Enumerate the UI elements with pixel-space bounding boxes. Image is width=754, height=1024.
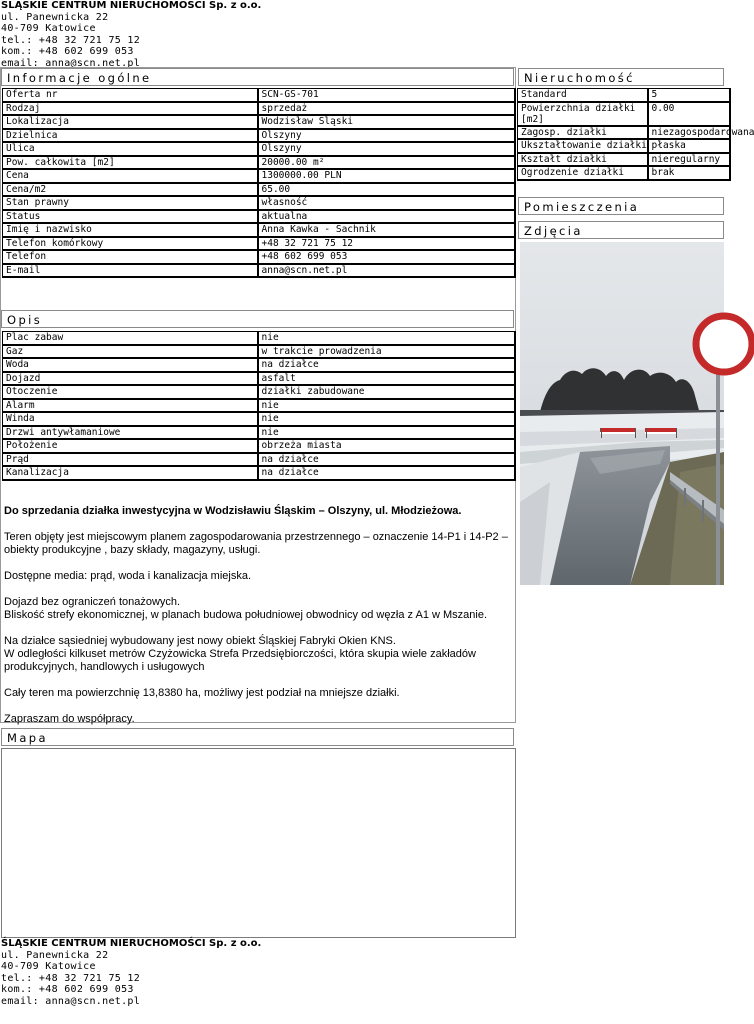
general-row (3, 183, 515, 197)
general-row-label: Oferta nr (3, 89, 258, 102)
feature-row-value: na działce (258, 358, 515, 372)
feature-row (3, 385, 515, 399)
general-row-value: anna@scn.net.pl (258, 264, 515, 278)
feature-row-value: na działce (258, 466, 515, 480)
agency-street: ul. Panewnicka 22 (1, 949, 109, 961)
agency-header (1, 0, 261, 69)
general-row-label: E-mail (3, 264, 258, 278)
property-row-value: 0.00 (648, 102, 730, 126)
feature-row-value: nie (258, 332, 515, 345)
general-row-label: Stan prawny (3, 196, 258, 210)
property-row (518, 139, 730, 153)
agency-street: ul. Panewnicka 22 (1, 11, 109, 23)
feature-row-value: nie (258, 426, 515, 440)
feature-row (3, 453, 515, 467)
property-table (517, 88, 754, 181)
agency-name: ŚLĄSKIE CENTRUM NIERUCHOMOŚCI Sp. z o.o. (1, 938, 262, 949)
general-row-value: sprzedaż (258, 102, 515, 116)
general-row (3, 169, 515, 183)
general-row (3, 115, 515, 129)
general-row-label: Lokalizacja (3, 115, 258, 129)
general-row-label: Cena/m2 (3, 183, 258, 197)
general-row (3, 129, 515, 143)
feature-row-label: Woda (3, 358, 258, 372)
property-row-label: Zagosp. działki (518, 126, 648, 140)
feature-row-label: Dojazd (3, 372, 258, 386)
general-row (3, 196, 515, 210)
property-row (518, 153, 730, 167)
general-row (3, 264, 515, 278)
offer-description (4, 505, 512, 739)
general-row-label: Imię i nazwisko (3, 223, 258, 237)
general-row-value: Olszyny (258, 142, 515, 156)
property-row-value: płaska (648, 139, 730, 153)
property-row-value: 5 (648, 89, 730, 102)
property-row-value: niezagospodarowana (648, 126, 730, 140)
feature-row-label: Alarm (3, 399, 258, 413)
general-row-value: 20000.00 m² (258, 156, 515, 170)
description-paragraph: Zapraszam do współpracy. (4, 713, 135, 725)
description-paragraph: Teren objęty jest miejscowym planem zagospodarowania przestrzennego – oznaczenie 14-P1 i 14-P2 – obiekty produkcyjne , bazy składy, magazyny, usługi. (4, 531, 508, 556)
general-row-label: Ulica (3, 142, 258, 156)
general-row-value: SCN-GS-701 (258, 89, 515, 102)
feature-row-label: Położenie (3, 439, 258, 453)
general-row (3, 210, 515, 224)
general-row-label: Telefon (3, 250, 258, 264)
property-row-label: Ogrodzenie działki (518, 166, 648, 180)
property-photo[interactable] (520, 242, 724, 585)
agency-email: email: anna@scn.net.pl (1, 995, 141, 1007)
feature-row-value: obrzeża miasta (258, 439, 515, 453)
property-row (518, 89, 730, 102)
property-row-label: Kształt działki (518, 153, 648, 167)
general-row-value: Wodzisław Śląski (258, 115, 515, 129)
agency-footer (1, 938, 261, 1007)
feature-row (3, 399, 515, 413)
feature-row (3, 466, 515, 480)
property-row-label: Powierzchnia działki [m2] (518, 102, 648, 126)
general-row-label: Rodzaj (3, 102, 258, 116)
feature-row-label: Plac zabaw (3, 332, 258, 345)
property-row (518, 102, 730, 126)
general-info-table (2, 88, 516, 278)
section-general-title: Informacje ogólne (1, 68, 514, 86)
property-row-label: Ukształtowanie działki (518, 139, 648, 153)
feature-row-value: nie (258, 412, 515, 426)
property-row (518, 126, 730, 140)
description-line: Dojazd bez ograniczeń tonażowych. (4, 596, 181, 608)
feature-row-label: Prąd (3, 453, 258, 467)
feature-row-value: w trakcie prowadzenia (258, 345, 515, 359)
feature-row (3, 332, 515, 345)
general-row-value: własność (258, 196, 515, 210)
property-row (518, 166, 730, 180)
general-row-value: aktualna (258, 210, 515, 224)
feature-row (3, 412, 515, 426)
general-row-value: 65.00 (258, 183, 515, 197)
general-row (3, 89, 515, 102)
agency-city: 40-709 Katowice (1, 961, 96, 972)
general-row-value: +48 32 721 75 12 (258, 237, 515, 251)
property-row-label: Standard (518, 89, 648, 102)
agency-email: email: anna@scn.net.pl (1, 57, 141, 69)
agency-city: 40-709 Katowice (1, 23, 96, 34)
feature-row-value: działki zabudowane (258, 385, 515, 399)
general-row (3, 237, 515, 251)
section-property-title: Nieruchomość (518, 68, 724, 86)
general-row-label: Status (3, 210, 258, 224)
description-paragraph: Dostępne media: prąd, woda i kanalizacja miejska. (4, 570, 252, 582)
feature-row-label: Kanalizacja (3, 466, 258, 480)
feature-row-label: Drzwi antywłamaniowe (3, 426, 258, 440)
description-line: W odległości kilkuset metrów Czyżowicka Strefa Przedsiębiorczości, która skupia wiele zakładów produkcyjnych, handlowych i usługowych (4, 648, 476, 673)
feature-row-label: Gaz (3, 345, 258, 359)
description-line: Bliskość strefy ekonomicznej, w planach budowa południowej obwodnicy od węzła z A1 w Mszanie. (4, 609, 488, 621)
general-row-label: Cena (3, 169, 258, 183)
no-entry-sign-icon (696, 316, 752, 372)
feature-row-value: nie (258, 399, 515, 413)
map-area[interactable] (1, 748, 516, 938)
general-row-value: +48 602 699 053 (258, 250, 515, 264)
property-row-value: nieregularny (648, 153, 730, 167)
general-row (3, 142, 515, 156)
feature-row-label: Otoczenie (3, 385, 258, 399)
section-photos-title: Zdjęcia (518, 221, 724, 239)
description-headline: Do sprzedania działka inwestycyjna w Wodzisławiu Śląskim – Olszyny, ul. Młodzieżowa. (4, 505, 462, 517)
general-row-label: Telefon komórkowy (3, 237, 258, 251)
features-table (2, 331, 516, 481)
feature-row-value: asfalt (258, 372, 515, 386)
section-rooms-title: Pomieszczenia (518, 197, 724, 215)
section-opis-title: Opis (1, 310, 514, 328)
feature-row (3, 358, 515, 372)
general-row (3, 250, 515, 264)
property-row-value: brak (648, 166, 730, 180)
feature-row (3, 345, 515, 359)
general-row-value: Anna Kawka - Sachnik (258, 223, 515, 237)
general-row-value: 1300000.00 PLN (258, 169, 515, 183)
agency-mobile: kom.: +48 602 699 053 (1, 46, 134, 57)
feature-row-label: Winda (3, 412, 258, 426)
general-row-value: Olszyny (258, 129, 515, 143)
general-row (3, 156, 515, 170)
general-row (3, 223, 515, 237)
feature-row (3, 372, 515, 386)
photo-illustration (520, 242, 724, 585)
general-row-label: Dzielnica (3, 129, 258, 143)
feature-row-value: na działce (258, 453, 515, 467)
general-row-label: Pow. całkowita [m2] (3, 156, 258, 170)
feature-row (3, 426, 515, 440)
description-paragraph: Cały teren ma powierzchnię 13,8380 ha, możliwy jest podział na mniejsze działki. (4, 687, 400, 699)
feature-row (3, 439, 515, 453)
agency-phone: tel.: +48 32 721 75 12 (1, 972, 141, 984)
agency-name: ŚLĄSKIE CENTRUM NIERUCHOMOŚCI Sp. z o.o. (1, 0, 262, 11)
section-map-title: Mapa (1, 728, 514, 746)
agency-phone: tel.: +48 32 721 75 12 (1, 34, 141, 46)
general-row (3, 102, 515, 116)
description-line: Na działce sąsiedniej wybudowany jest nowy obiekt Śląskiej Fabryki Okien KNS. (4, 635, 396, 647)
agency-mobile: kom.: +48 602 699 053 (1, 984, 134, 995)
